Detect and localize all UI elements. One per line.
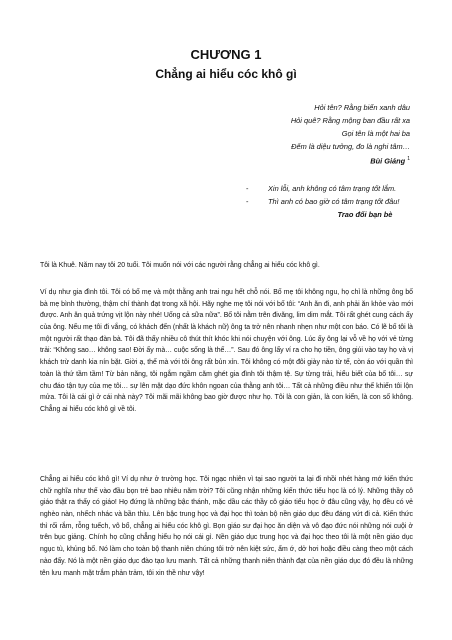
dialogue-line [246, 195, 399, 208]
dialogue-dash: - [246, 197, 249, 206]
chapter-title: CHƯƠNG 1 [190, 47, 262, 62]
dialogue-text: Thì anh có bao giờ có tâm trạng tốt đâu! [268, 197, 400, 206]
footnote-mark: 1 [407, 156, 410, 162]
dialogue-dash: - [246, 184, 249, 193]
body-paragraph: Tôi là Khuê. Năm nay tôi 20 tuổi. Tôi muốn nói với các người rằng chẳng ai hiểu cóc khô gì. [40, 261, 320, 269]
poem-author: Bùi Giáng [370, 156, 406, 166]
epigraph-poem [291, 101, 410, 167]
poem-author-line [291, 153, 410, 167]
epigraph-dialogue [246, 182, 399, 221]
poem-line: Hỏi tên? Rằng biển xanh dâu [314, 103, 410, 112]
chapter-subtitle: Chẳng ai hiểu cóc khô gì [155, 67, 297, 81]
dialogue-source: Trao đổi bạn bè [337, 210, 393, 219]
body-paragraph: Chẳng ai hiểu cóc khô gì! Ví dụ như ở trường học. Tôi ngạc nhiên vì tại sao người ta lại đi nhồi nhét hàng mớ kiến thức chữ nghĩa như thế vào đầu bọn trẻ bao nhiêu năm trời? Tôi cũng nhận những kiến thức tiểu học là có lý. Những thầy cô giáo thật ra thấy có giáo! Họ đứng là những bậc thánh, mặc dầu các thầy cô giáo tiểu học ở đâu cũng vậy, họ đều có vẻ nghèo nàn, nhếch nhác và bần thỉu. Lên bậc trung học và đại học thì toàn bộ nền giáo dục đều đáng vứt đi cả. Kiến thức thì rối rắm, rỗng tuếch, vô bổ, chẳng ai hiểu cóc khô gì. Bọn giáo sư đại học ăn diện và vô đạo đức nói những nói cuội ở trên bục giảng. Chính họ cũng chẳng hiểu họ nói cái gì. Nền giáo dục trung học và đại học theo tôi là một nền giáo dục ngục tù, khủng bố. Nó làm cho toàn bộ thanh niên chúng tôi trở nên kiệt sức, ẩm ớ, dở hơi hoặc điều càng theo một cách nào đấy. Nó là một nền giáo dục đào tạo lưu manh. Tất cả những thanh niên thành đạt của nền giáo dục đó đều là những tên lưu manh mặt trắm phản trảm, tôi xin thề như vậy! [40, 475, 413, 577]
dialogue-line [246, 182, 399, 195]
poem-line: Gọi tên là một hai ba [341, 129, 410, 138]
poem-line: Hỏi quê? Rằng mộng ban đầu rất xa [290, 116, 410, 125]
body-paragraph: Ví dụ như gia đình tôi. Tôi có bố mẹ và một thằng anh trai ngu hết chỗ nói. Bố mẹ tôi không ngu, họ chỉ là những ông bố bà mẹ bình thường, thậm chí thành đạt trong xã hội. Hãy nghe mẹ tôi nói với bố tôi: “Anh ăn đi, anh phải ăn khỏe vào mới được. Anh ăn quả trứng vịt lộn này nhé! Uống cả sữa nữa”. Bố tôi nằm trên đivăng, lim dim mắt. Tôi rất ghét cung cách ấy của ông. Nếu mẹ tôi đi vắng, có khách đến (nhất là khách nữ) ông ta trở nên nhanh nhẹn như một con báo. Có lẽ bố tôi là một người rất thạo đàn bà. Tôi đã thấy nhiều cô thút thít khóc khi nói chuyện với ông. Lúc ấy ông lại vỗ về họ với vẻ từng trải: “Không sao… không sao! Đời ấy mà… cuộc sống là thế…”. Sau đó ông lấy ví ra cho họ tiền, ông giúi vào tay họ và vị khách trừ danh kia nín bặt. Giời ạ, thế mà với tôi ông rất bủn xỉn. Tôi không có một đôi giày nào từ tế, còn áo với quần thì toàn là thứ tầm tầm! Từ bản năng, tôi ngắm ngầm căm ghét gia đình tôi thậm tệ. Sự từng trải, hiểu biết của bố tôi… sự chu đáo tận tụy của mẹ tôi… sự lên mặt dạo đức khôn ngoan của thằng anh tôi… Tất cả những điều như thế khiến tôi lộn mửa. Tôi là cái gì ở cái nhà này? Tôi mãi mãi không bao giờ được như họ. Tôi là con giản, là con kiến, là con số không. Chẳng ai hiểu cóc khô gì về tôi. [40, 288, 413, 413]
dialogue-text: Xin lỗi, anh không có tâm trạng tốt lắm. [268, 184, 397, 193]
poem-line: Đếm là diệu tưởng, đo là nghi tâm… [291, 142, 410, 151]
